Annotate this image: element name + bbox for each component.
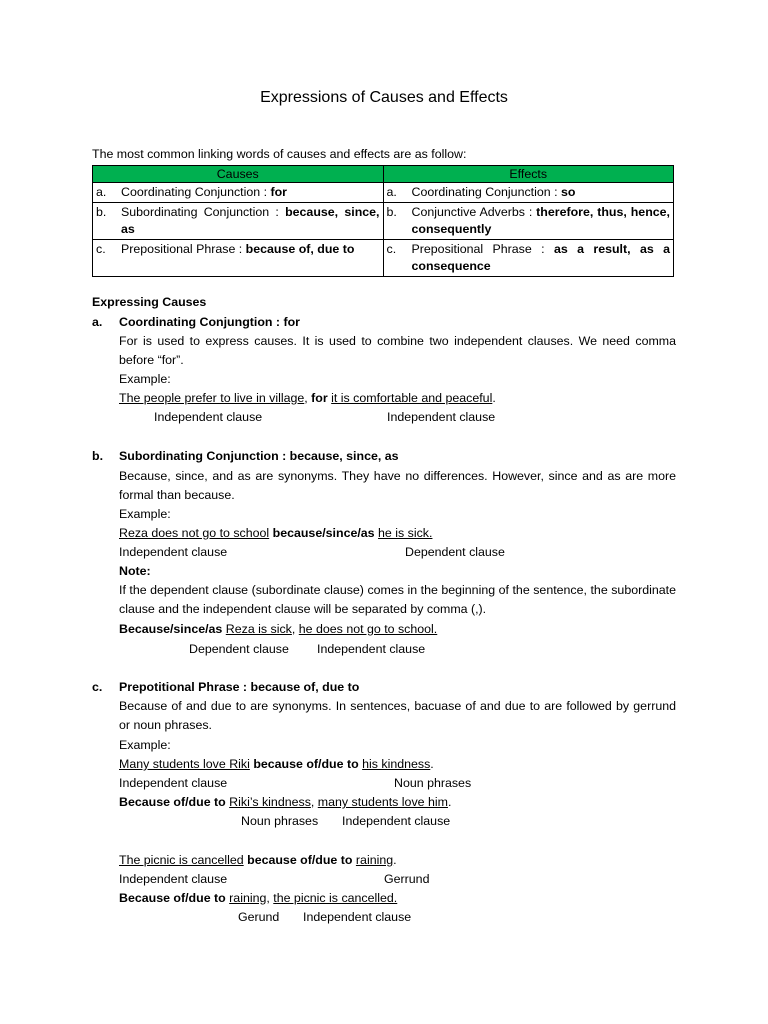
row-letter: b. <box>96 205 107 219</box>
example-sentence-b2 <box>119 620 437 639</box>
punctuation: . <box>430 757 434 771</box>
linking-word: because of/due to <box>247 853 353 867</box>
item-body-b: Because, since, and as are synonyms. They have no differences. However, since and as are more formal than because. <box>119 469 676 502</box>
item-letter-a: a. <box>92 315 103 329</box>
gerund: raining <box>229 891 267 905</box>
item-letter-b: b. <box>92 449 104 463</box>
linking-word: Because of/due to <box>119 891 226 905</box>
cause-cell <box>93 203 384 240</box>
linking-word: because/since/as <box>272 526 375 540</box>
table-row <box>93 240 674 277</box>
clause-label: Dependent clause <box>405 545 505 559</box>
effect-label: Coordinating Conjunction : <box>411 185 561 199</box>
table-row <box>93 203 674 240</box>
example-sentence-b <box>119 524 432 543</box>
clause-label: Noun phrases <box>241 814 319 828</box>
punctuation: , <box>304 391 312 405</box>
clause-label: Independent clause <box>154 410 263 424</box>
example-sentence-a <box>119 389 496 408</box>
punctuation: , <box>310 795 318 809</box>
independent-clause: Reza does not go to school <box>119 526 270 540</box>
independent-clause: the picnic is cancelled. <box>273 891 398 905</box>
punctuation: , <box>266 891 274 905</box>
header-causes: Causes <box>93 166 384 183</box>
example-label: Example: <box>119 507 171 521</box>
clause-label: Independent clause <box>317 642 426 656</box>
clause-label: Independent clause <box>119 776 228 790</box>
clause-label: Independent clause <box>119 872 228 886</box>
example-sentence-c2 <box>119 793 451 812</box>
example-label: Example: <box>119 738 171 752</box>
effect-cell <box>383 183 674 203</box>
noun-phrase: his kindness <box>362 757 431 771</box>
cause-words: for <box>270 185 287 199</box>
item-letter-c: c. <box>92 680 103 694</box>
punctuation: . <box>393 853 397 867</box>
section-heading: Expressing Causes <box>92 295 207 309</box>
example-sentence-c3 <box>119 851 397 870</box>
punctuation: . <box>492 391 496 405</box>
effect-words: therefore, thus, hence, consequently <box>411 205 670 236</box>
linking-word: Because of/due to <box>119 795 226 809</box>
clause-label: Independent clause <box>342 814 451 828</box>
dependent-clause: he is sick. <box>378 526 433 540</box>
row-letter: c. <box>96 242 106 256</box>
noun-phrase: Riki’s kindness <box>229 795 311 809</box>
cause-label: Prepositional Phrase : <box>121 242 246 256</box>
item-heading-b: Subordinating Conjunction : because, since, as <box>119 449 399 463</box>
independent-clause: Many students love Riki <box>119 757 250 771</box>
punctuation: . <box>447 795 452 809</box>
cause-words: because of, due to <box>245 242 355 256</box>
item-body-a: For is used to express causes. It is used to combine two independent clauses. We need comma before “for”. <box>119 334 676 367</box>
example-label: Example: <box>119 372 171 386</box>
independent-clause: The people prefer to live in village <box>119 391 305 405</box>
clause-label: Independent clause <box>119 545 228 559</box>
item-heading-c: Prepotitional Phrase : because of, due to <box>119 680 360 694</box>
row-letter: a. <box>96 185 107 199</box>
clause-label: Gerund <box>238 910 280 924</box>
header-effects: Effects <box>383 166 674 183</box>
clause-label: Noun phrases <box>394 776 472 790</box>
linking-word: for <box>311 391 328 405</box>
independent-clause: it is comfortable and peaceful <box>331 391 493 405</box>
independent-clause: The picnic is cancelled <box>119 853 244 867</box>
causes-effects-table <box>92 165 674 277</box>
clause-label: Independent clause <box>387 410 496 424</box>
cause-cell <box>93 240 384 277</box>
clause-label: Gerrund <box>384 872 430 886</box>
effect-label: Prepositional Phrase : <box>411 242 554 256</box>
example-sentence-c1 <box>119 755 434 774</box>
clause-label: Dependent clause <box>189 642 289 656</box>
cause-cell <box>93 183 384 203</box>
item-body-c: Because of and due to are synonyms. In sentences, bacuase of and due to are followed by gerrund or noun phrases. <box>119 699 676 732</box>
effect-words: so <box>560 185 576 199</box>
independent-clause: many students love him <box>317 795 448 809</box>
gerund: raining <box>355 853 394 867</box>
row-letter: a. <box>386 185 397 199</box>
effect-label: Conjunctive Adverbs : <box>411 205 537 219</box>
dependent-clause: Reza is sick <box>225 622 292 636</box>
item-heading-a: Coordinating Conjungtion : for <box>119 315 300 329</box>
punctuation: , <box>291 622 299 636</box>
effect-cell <box>383 203 674 240</box>
linking-word: because of/due to <box>253 757 359 771</box>
note-body: If the dependent clause (subordinate clause) comes in the beginning of the sentence, the subordinate clause and the independent clause will be separated by comma (,). <box>119 583 676 616</box>
effect-words: as a result, as a consequence <box>411 242 670 273</box>
row-letter: c. <box>386 242 397 256</box>
row-letter: b. <box>386 205 397 219</box>
table-row <box>93 183 674 203</box>
note-label: Note: <box>119 564 151 578</box>
table-header-row <box>93 166 674 183</box>
cause-words: because, since, as <box>121 205 380 236</box>
intro-text: The most common linking words of causes and effects are as follow: <box>92 147 467 161</box>
cause-label: Coordinating Conjunction : <box>121 185 271 199</box>
independent-clause: he does not go to school. <box>298 622 438 636</box>
effect-cell <box>383 240 674 277</box>
clause-label: Independent clause <box>303 910 412 924</box>
cause-label: Subordinating Conjunction : <box>121 205 286 219</box>
example-sentence-c4 <box>119 889 397 908</box>
page-title: Expressions of Causes and Effects <box>260 89 508 106</box>
linking-word: Because/since/as <box>119 622 223 636</box>
